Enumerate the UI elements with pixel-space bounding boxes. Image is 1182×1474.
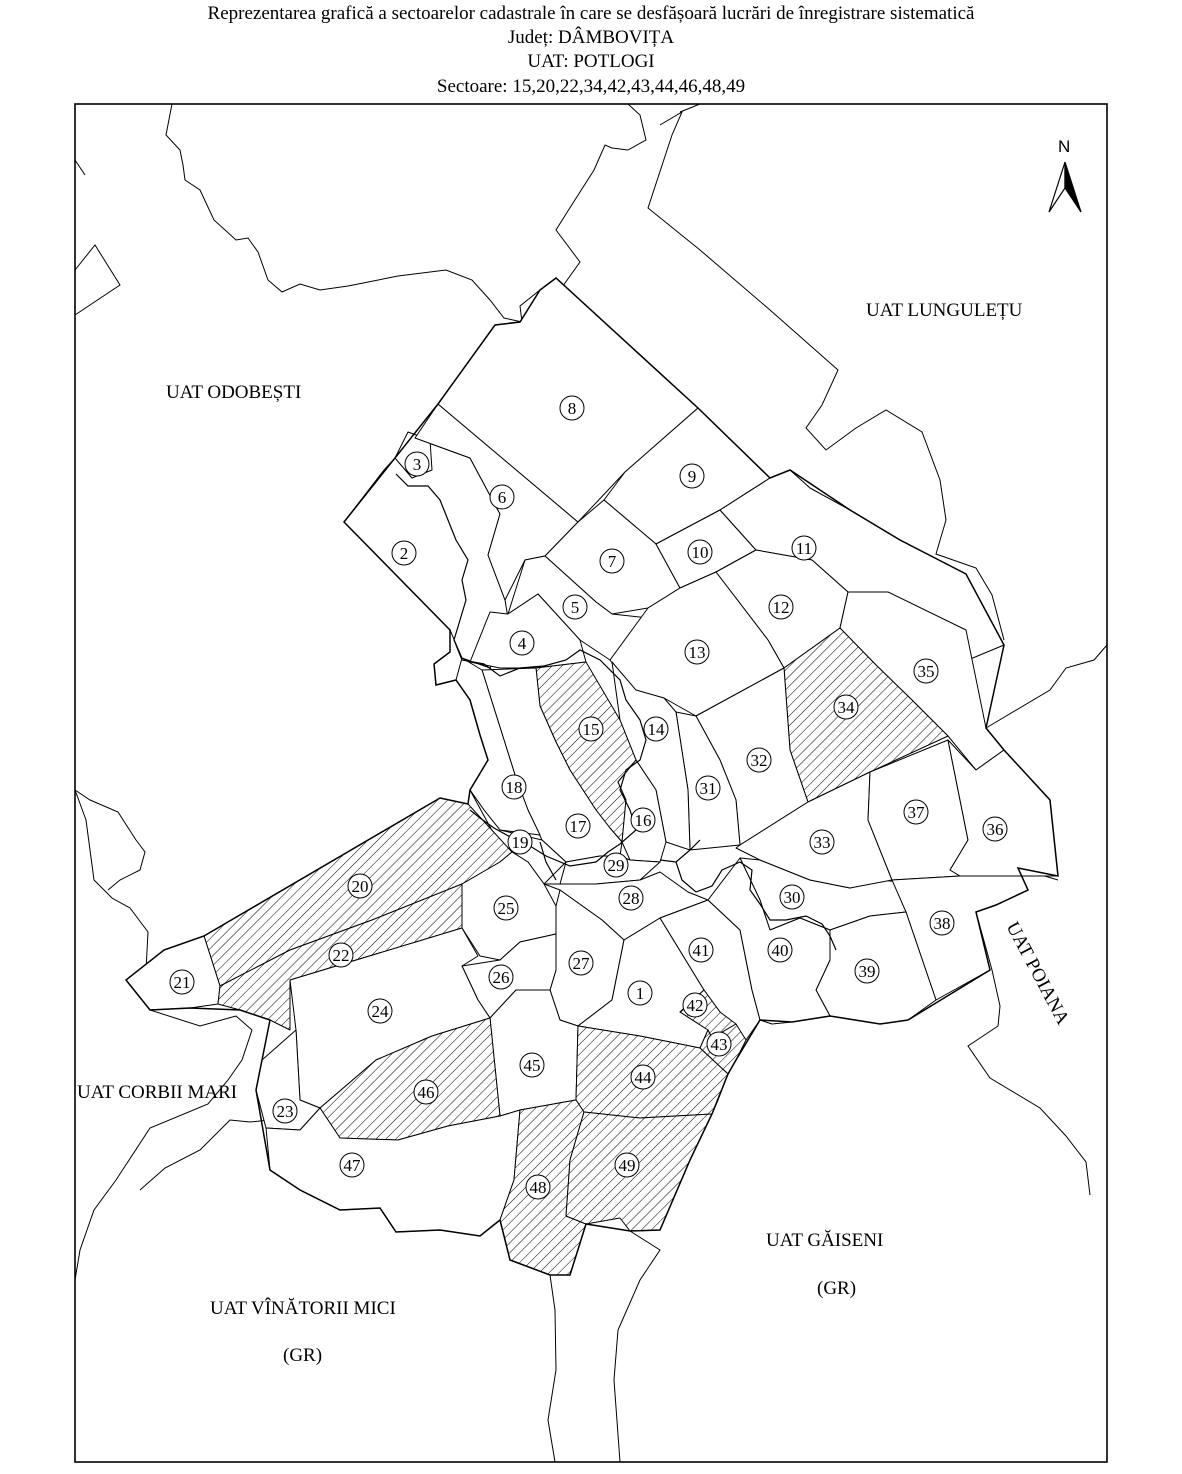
sector-45-label: 45 <box>523 1056 541 1075</box>
neighbor-label-poiana: UAT POIANA <box>1001 918 1074 1029</box>
sector-3-label: 3 <box>412 455 422 474</box>
neighbor-label-gaiseni-county: (GR) <box>817 1278 857 1299</box>
sector-22-label: 22 <box>332 946 350 965</box>
sector-35-label: 35 <box>917 662 935 681</box>
sector-36-label: 36 <box>986 820 1004 839</box>
neighbor-label-corbii-mari: UAT CORBII MARI <box>77 1082 238 1103</box>
sector-43-label: 43 <box>710 1035 728 1054</box>
map-title: Reprezentarea grafică a sectoarelor cadastrale în care se desfășoară lucrări de înregistrare sistematică <box>207 3 975 24</box>
sector-39-label: 39 <box>858 962 876 981</box>
sector-9-label: 9 <box>687 467 697 486</box>
sector-47-label: 47 <box>343 1156 361 1175</box>
sector-30-label: 30 <box>783 888 801 907</box>
sector-15-label: 15 <box>582 720 600 739</box>
sector-16-label: 16 <box>634 811 652 830</box>
sector-48-label: 48 <box>529 1178 547 1197</box>
sector-33-label: 33 <box>813 833 831 852</box>
sector-1-label: 1 <box>635 984 645 1003</box>
sector-13-label: 13 <box>688 643 706 662</box>
sector-14-label: 14 <box>647 720 665 739</box>
sector-32-label: 32 <box>750 751 768 770</box>
sector-44-label: 44 <box>634 1068 652 1087</box>
sector-11-label: 11 <box>795 539 813 558</box>
uat-line: UAT: POTLOGI <box>527 51 655 72</box>
neighbor-label-vinatorii-mici: UAT VÎNĂTORII MICI <box>210 1298 396 1319</box>
sectors-line: Sectoare: 15,20,22,34,42,43,44,46,48,49 <box>436 76 746 97</box>
sector-41-label: 41 <box>692 941 710 960</box>
neighbor-label-lunguletu: UAT LUNGULEȚU <box>866 300 1023 321</box>
sector-37-label: 37 <box>907 803 925 822</box>
neighbor-label-gaiseni: UAT GĂISENI <box>766 1230 884 1251</box>
sector-25-label: 25 <box>497 899 515 918</box>
sector-5-label: 5 <box>570 598 580 617</box>
sector-polygons <box>126 278 1058 1275</box>
sector-21-label: 21 <box>173 973 191 992</box>
sector-8-label: 8 <box>567 399 577 418</box>
sector-26-label: 26 <box>492 968 510 987</box>
sector-10-label: 10 <box>691 543 709 562</box>
sector-17-label: 17 <box>569 817 587 836</box>
sector-28-label: 28 <box>622 889 640 908</box>
sector-34-label: 34 <box>837 698 855 717</box>
sector-46-label: 46 <box>417 1083 435 1102</box>
sector-29-label: 29 <box>607 856 625 875</box>
sector-38-label: 38 <box>933 914 951 933</box>
sector-24-label: 24 <box>371 1002 389 1021</box>
sector-18-label: 18 <box>505 778 523 797</box>
sector-20-label: 20 <box>351 877 369 896</box>
neighbor-label-odobesti: UAT ODOBEȘTI <box>166 382 302 403</box>
sector-27-label: 27 <box>572 954 590 973</box>
sector-7-label: 7 <box>607 552 617 571</box>
sector-12-label: 12 <box>772 598 790 617</box>
sector-36-area <box>948 740 1058 876</box>
sector-49-label: 49 <box>618 1156 636 1175</box>
sector-2-label: 2 <box>399 544 409 563</box>
sector-6-label: 6 <box>497 488 507 507</box>
sector-4-label: 4 <box>517 634 527 653</box>
sector-19-label: 19 <box>511 833 529 852</box>
north-label: N <box>1058 137 1071 156</box>
county-line: Județ: DÂMBOVIȚA <box>507 27 675 48</box>
sector-23-label: 23 <box>276 1102 294 1121</box>
sector-40-label: 40 <box>771 941 789 960</box>
neighbor-label-vinatorii-mici-county: (GR) <box>283 1345 323 1366</box>
sector-49-area <box>566 1112 712 1231</box>
sector-31-label: 31 <box>699 779 717 798</box>
sector-42-label: 42 <box>686 996 704 1015</box>
north-arrow-icon <box>1049 162 1081 212</box>
